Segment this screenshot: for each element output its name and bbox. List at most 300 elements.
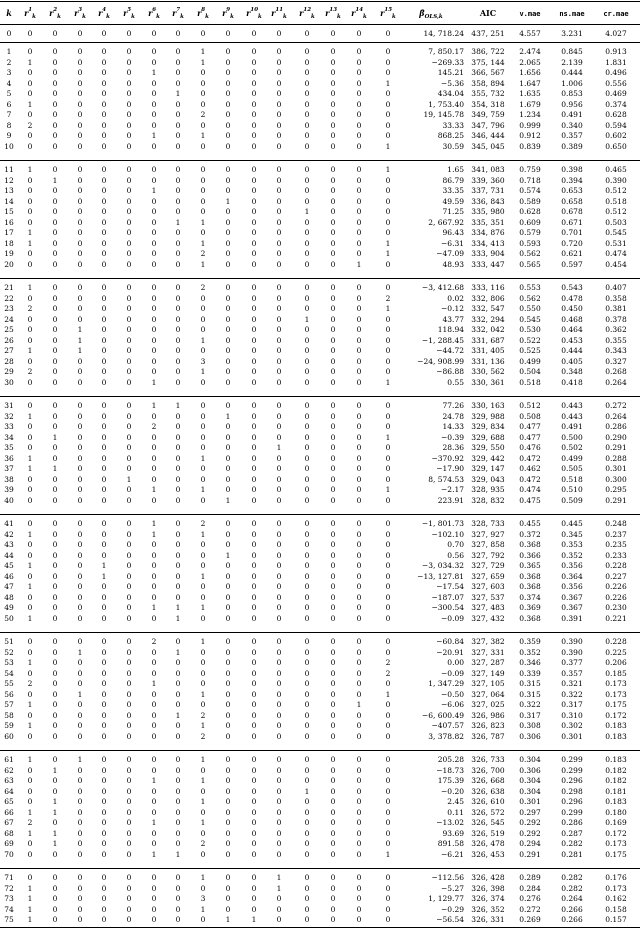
table-cell: 0	[330, 894, 336, 904]
table-cell: 0	[200, 228, 206, 238]
table-cell: 44	[4, 550, 14, 560]
table-cell: 0	[356, 529, 362, 539]
table-cell: −0.09	[441, 613, 464, 623]
table-cell: 0	[385, 325, 391, 335]
table-cell: 1	[52, 828, 58, 838]
table-cell: 0.368	[519, 540, 541, 550]
table-cell: 0	[356, 561, 362, 571]
table-cell: 0	[151, 432, 157, 442]
table-cell: 0.653	[561, 186, 583, 196]
table-cell: 0	[27, 422, 33, 432]
table-cell: 0	[356, 495, 362, 505]
header-ns-mae: ns.mae	[559, 10, 585, 18]
table-row	[0, 283, 640, 294]
table-cell: 0	[151, 99, 157, 109]
table-cell: 0.445	[561, 519, 583, 528]
table-cell: 0	[225, 849, 231, 859]
table-cell: 0	[251, 110, 257, 120]
table-row	[0, 165, 640, 176]
table-cell: 0.394	[561, 175, 583, 185]
group-rule	[0, 278, 640, 279]
table-cell: 326, 638	[471, 786, 505, 796]
table-cell: 3	[200, 356, 206, 366]
table-cell: 0	[52, 582, 58, 592]
table-cell: 0	[126, 582, 132, 592]
table-cell: 0	[330, 571, 336, 581]
table-cell: 0.565	[519, 259, 541, 269]
table-cell: 0.226	[605, 582, 627, 592]
table-cell: 1	[385, 78, 391, 88]
table-cell: 0	[151, 689, 157, 699]
table-cell: 1	[151, 68, 157, 78]
table-cell: 0	[356, 776, 362, 786]
table-cell: 0	[251, 443, 257, 453]
table-cell: 0	[52, 131, 58, 141]
table-cell: 0	[385, 679, 391, 689]
table-cell: 0	[101, 259, 107, 269]
table-cell: 24	[4, 314, 14, 324]
table-cell: 0	[225, 668, 231, 678]
table-cell: 1	[27, 99, 33, 109]
table-cell: 0	[52, 217, 58, 227]
table-cell: 0	[175, 335, 181, 345]
table-cell: 1	[101, 561, 107, 571]
table-cell: 0	[52, 89, 58, 99]
table-cell: 0.295	[605, 485, 627, 495]
table-cell: 72	[4, 883, 14, 893]
table-cell: 0	[225, 78, 231, 88]
table-cell: 0	[330, 849, 336, 859]
table-row	[0, 915, 640, 926]
table-cell: 0	[200, 196, 206, 206]
table-cell: 0.368	[519, 571, 541, 581]
header-beta-ols: $\betâ_{OLS,k}$	[419, 8, 443, 20]
table-cell: 40	[4, 495, 14, 505]
table-cell: 0	[77, 293, 83, 303]
table-cell: 0.183	[605, 721, 627, 731]
table-cell: 326, 572	[471, 807, 505, 817]
table-cell: 0.512	[519, 401, 541, 410]
table-cell: −0.09	[441, 668, 464, 678]
table-cell: 1	[200, 721, 206, 731]
table-cell: 0	[52, 99, 58, 109]
table-cell: 0	[330, 818, 336, 828]
table-cell: 0	[356, 283, 362, 292]
table-cell: 0.289	[519, 873, 541, 882]
table-cell: 36	[4, 453, 14, 463]
table-cell: 1	[200, 131, 206, 141]
table-cell: 0	[356, 571, 362, 581]
table-cell: 0	[101, 228, 107, 238]
table-cell: 0	[330, 57, 336, 67]
table-cell: 0	[276, 89, 282, 99]
table-cell: 0.299	[561, 765, 583, 775]
table-cell: 0.505	[561, 464, 583, 474]
table-cell: 0	[200, 186, 206, 196]
table-cell: 1.656	[519, 68, 541, 78]
table-row	[0, 142, 640, 153]
table-cell: −5.36	[441, 78, 464, 88]
table-cell: 0.352	[561, 550, 583, 560]
table-cell: 0	[225, 141, 231, 151]
table-cell: 0	[77, 314, 83, 324]
table-cell: 0	[276, 710, 282, 720]
table-cell: 0	[385, 464, 391, 474]
table-row	[0, 496, 640, 507]
table-cell: 0	[175, 474, 181, 484]
table-cell: 0	[77, 165, 83, 174]
table-cell: 0	[225, 47, 231, 56]
table-cell: 57	[4, 700, 14, 710]
table-cell: 1	[77, 647, 83, 657]
table-cell: 0.315	[519, 689, 541, 699]
table-cell: 0	[27, 603, 33, 613]
table-cell: 0	[27, 29, 33, 38]
table-cell: 0	[52, 873, 58, 882]
table-cell: 0	[151, 141, 157, 151]
table-cell: 0	[175, 110, 181, 120]
table-cell: 0.368	[519, 582, 541, 592]
table-cell: 0	[225, 356, 231, 366]
table-cell: 329, 147	[471, 464, 505, 474]
table-cell: 0.518	[519, 377, 541, 387]
table-cell: 326, 428	[471, 873, 505, 882]
table-cell: 0.357	[561, 131, 583, 141]
table-cell: 326, 668	[471, 776, 505, 786]
table-cell: 1	[200, 57, 206, 67]
table-cell: 0	[126, 873, 132, 882]
table-cell: 0	[276, 529, 282, 539]
table-cell: 0	[101, 453, 107, 463]
table-cell: 1.006	[561, 78, 583, 88]
table-cell: 0	[126, 217, 132, 227]
table-cell: 0	[77, 904, 83, 914]
table-cell: 0	[77, 519, 83, 528]
table-cell: 0.374	[605, 99, 627, 109]
table-cell: 24.78	[442, 411, 464, 421]
table-cell: 0	[330, 401, 336, 410]
table-cell: 30	[4, 377, 14, 387]
table-cell: 16	[4, 217, 14, 227]
table-cell: −20.91	[436, 647, 464, 657]
table-cell: 0	[175, 464, 181, 474]
table-cell: 0.499	[561, 453, 583, 463]
table-cell: 1.831	[605, 57, 627, 67]
table-cell: 0	[356, 637, 362, 646]
table-cell: 0	[356, 485, 362, 495]
table-cell: 0	[151, 797, 157, 807]
table-cell: 0	[77, 571, 83, 581]
table-cell: 0.502	[561, 443, 583, 453]
table-cell: 0.593	[519, 238, 541, 248]
table-cell: 0	[304, 57, 310, 67]
table-cell: 0	[251, 259, 257, 269]
table-cell: 1	[151, 401, 157, 410]
table-cell: 0	[330, 561, 336, 571]
table-cell: 0	[225, 325, 231, 335]
table-cell: 1	[200, 367, 206, 377]
table-cell: 1	[27, 828, 33, 838]
table-cell: 0	[225, 592, 231, 602]
table-cell: 0	[101, 249, 107, 259]
table-cell: 0.366	[519, 550, 541, 560]
table-cell: 326, 453	[471, 849, 505, 859]
table-cell: 1	[200, 571, 206, 581]
table-cell: 0	[52, 314, 58, 324]
table-cell: 0	[52, 165, 58, 174]
table-cell: 0	[77, 131, 83, 141]
table-cell: 0	[356, 786, 362, 796]
table-cell: 0	[304, 700, 310, 710]
table-cell: 0	[304, 175, 310, 185]
table-cell: 0	[101, 529, 107, 539]
table-cell: 0	[330, 807, 336, 817]
table-cell: 0	[330, 915, 336, 925]
table-cell: 0	[251, 356, 257, 366]
table-cell: 1	[200, 238, 206, 248]
table-cell: 0	[52, 356, 58, 366]
table-cell: 0	[101, 915, 107, 925]
table-cell: 1	[27, 346, 33, 356]
table-cell: 0	[356, 29, 362, 38]
table-cell: 0.545	[605, 228, 627, 238]
table-cell: 0	[225, 443, 231, 453]
table-cell: 328, 832	[471, 495, 505, 505]
table-cell: 145.21	[437, 68, 464, 78]
table-cell: 1	[151, 485, 157, 495]
table-cell: 0	[276, 755, 282, 764]
table-cell: 14	[4, 196, 14, 206]
table-cell: 0	[330, 519, 336, 528]
table-cell: 0	[77, 613, 83, 623]
table-cell: 0	[356, 325, 362, 335]
table-cell: 329, 834	[471, 422, 505, 432]
table-cell: 0	[151, 873, 157, 882]
table-cell: 0.475	[519, 495, 541, 505]
table-cell: −3, 034.32	[421, 561, 464, 571]
table-cell: 0	[101, 818, 107, 828]
table-cell: 43	[4, 540, 14, 550]
table-cell: 0.358	[605, 293, 627, 303]
table-cell: 55	[4, 679, 14, 689]
table-cell: 0	[276, 464, 282, 474]
table-cell: 326, 331	[471, 915, 505, 925]
table-cell: 39	[4, 485, 14, 495]
table-cell: 0.472	[519, 453, 541, 463]
table-cell: 0	[126, 647, 132, 657]
table-cell: 0	[175, 78, 181, 88]
table-cell: 0	[276, 571, 282, 581]
table-cell: 0.176	[605, 873, 627, 882]
table-cell: 0	[151, 29, 157, 38]
table-cell: 0	[304, 228, 310, 238]
table-cell: 0	[385, 550, 391, 560]
table-cell: 0	[356, 68, 362, 78]
table-cell: 0.183	[605, 731, 627, 741]
table-cell: 0	[52, 474, 58, 484]
table-cell: 8, 574.53	[428, 474, 464, 484]
table-cell: 891.58	[437, 839, 464, 849]
table-cell: 0	[356, 47, 362, 56]
table-cell: 0.390	[605, 175, 627, 185]
table-cell: 0	[330, 550, 336, 560]
table-cell: 0.443	[561, 411, 583, 421]
table-cell: 339, 360	[471, 175, 505, 185]
table-cell: 0	[385, 519, 391, 528]
table-cell: 0	[101, 904, 107, 914]
table-cell: 0.172	[605, 710, 627, 720]
table-cell: 0	[356, 592, 362, 602]
table-cell: 0	[101, 776, 107, 786]
table-row	[0, 519, 640, 530]
table-cell: 0	[151, 710, 157, 720]
table-cell: 0	[225, 131, 231, 141]
table-cell: 0	[276, 411, 282, 421]
table-cell: 0	[126, 401, 132, 410]
table-cell: 0	[52, 904, 58, 914]
table-cell: 0	[27, 89, 33, 99]
table-cell: 0	[126, 29, 132, 38]
table-cell: 0.913	[605, 47, 627, 56]
table-cell: 1	[225, 915, 231, 925]
table-cell: 0.158	[605, 904, 627, 914]
table-cell: 1	[27, 883, 33, 893]
table-cell: 0	[304, 592, 310, 602]
table-row	[0, 401, 640, 412]
header-rule	[0, 24, 640, 25]
table-cell: 0.228	[605, 561, 627, 571]
table-cell: 0	[77, 839, 83, 849]
table-cell: 331, 136	[471, 356, 505, 366]
table-cell: 0.476	[519, 443, 541, 453]
table-cell: 0	[151, 786, 157, 796]
header-r8: $r^8_k$	[197, 7, 209, 20]
table-cell: 0	[77, 828, 83, 838]
table-cell: 0	[251, 679, 257, 689]
table-cell: 0	[77, 57, 83, 67]
table-cell: 0.628	[519, 207, 541, 217]
table-cell: 0	[330, 603, 336, 613]
table-cell: −5.27	[441, 883, 464, 893]
table-cell: 0	[330, 110, 336, 120]
table-cell: 0	[101, 29, 107, 38]
table-cell: 0	[276, 915, 282, 925]
table-cell: 0	[356, 883, 362, 893]
table-cell: 71.25	[442, 207, 464, 217]
table-row	[0, 572, 640, 583]
table-cell: 0	[77, 432, 83, 442]
table-cell: 0.221	[605, 613, 627, 623]
table-cell: 1	[27, 721, 33, 731]
table-cell: 38	[4, 474, 14, 484]
table-cell: 14.33	[442, 422, 464, 432]
table-cell: 1	[175, 849, 181, 859]
table-cell: 0	[77, 443, 83, 453]
table-cell: −370.92	[431, 453, 464, 463]
table-cell: 68	[4, 828, 14, 838]
table-cell: 1	[77, 689, 83, 699]
table-cell: 0	[225, 571, 231, 581]
table-cell: 0.658	[561, 196, 583, 206]
table-cell: 1	[27, 582, 33, 592]
table-cell: 0	[385, 217, 391, 227]
table-cell: 0	[151, 561, 157, 571]
table-cell: 0	[200, 29, 206, 38]
table-cell: 0	[52, 755, 58, 764]
table-cell: 0	[251, 346, 257, 356]
table-cell: 0.182	[605, 765, 627, 775]
table-cell: 0	[356, 658, 362, 668]
table-row	[0, 443, 640, 454]
table-cell: 0	[385, 540, 391, 550]
table-cell: 336, 843	[471, 196, 505, 206]
table-cell: 0	[151, 828, 157, 838]
table-cell: 0	[175, 797, 181, 807]
table-cell: 33	[4, 422, 14, 432]
table-cell: 0	[52, 249, 58, 259]
table-cell: 0	[330, 721, 336, 731]
table-cell: 0.359	[519, 637, 541, 646]
table-cell: 0	[77, 529, 83, 539]
table-cell: 1	[175, 401, 181, 410]
table-cell: 335, 980	[471, 207, 505, 217]
table-cell: 0.556	[605, 78, 627, 88]
table-cell: 0	[101, 411, 107, 421]
table-cell: 0	[52, 786, 58, 796]
table-cell: 0	[27, 637, 33, 646]
table-cell: 0	[77, 561, 83, 571]
table-cell: 0	[225, 582, 231, 592]
table-cell: 0	[27, 495, 33, 505]
table-row	[0, 829, 640, 840]
table-cell: 2	[6, 57, 12, 67]
table-cell: 0	[151, 367, 157, 377]
table-cell: −0.20	[441, 786, 464, 796]
table-cell: 3	[200, 894, 206, 904]
table-row	[0, 58, 640, 69]
table-cell: 326, 986	[471, 710, 505, 720]
table-cell: 0.173	[605, 689, 627, 699]
table-cell: 2	[385, 293, 391, 303]
table-cell: 0	[77, 228, 83, 238]
table-cell: 0	[251, 710, 257, 720]
table-cell: 0	[101, 346, 107, 356]
table-cell: 0	[77, 883, 83, 893]
table-cell: 0.444	[561, 68, 583, 78]
header-r5: $r^5_k$	[123, 7, 135, 20]
table-cell: 0	[52, 335, 58, 345]
table-cell: 12	[4, 175, 14, 185]
table-cell: 0	[126, 849, 132, 859]
table-cell: 0	[251, 668, 257, 678]
table-row	[0, 433, 640, 444]
table-cell: 0	[151, 550, 157, 560]
table-cell: 0	[27, 839, 33, 849]
table-cell: 0	[52, 519, 58, 528]
table-cell: 1	[27, 228, 33, 238]
table-cell: 0	[77, 873, 83, 882]
group-rule	[0, 42, 640, 43]
table-cell: 1, 347.29	[428, 679, 464, 689]
table-cell: 0.299	[561, 755, 583, 764]
table-cell: 0	[101, 304, 107, 314]
table-cell: 0	[225, 529, 231, 539]
table-cell: 0	[330, 495, 336, 505]
table-cell: 0	[330, 186, 336, 196]
table-cell: 0	[251, 807, 257, 817]
table-cell: 0	[385, 561, 391, 571]
table-cell: 0	[151, 883, 157, 893]
